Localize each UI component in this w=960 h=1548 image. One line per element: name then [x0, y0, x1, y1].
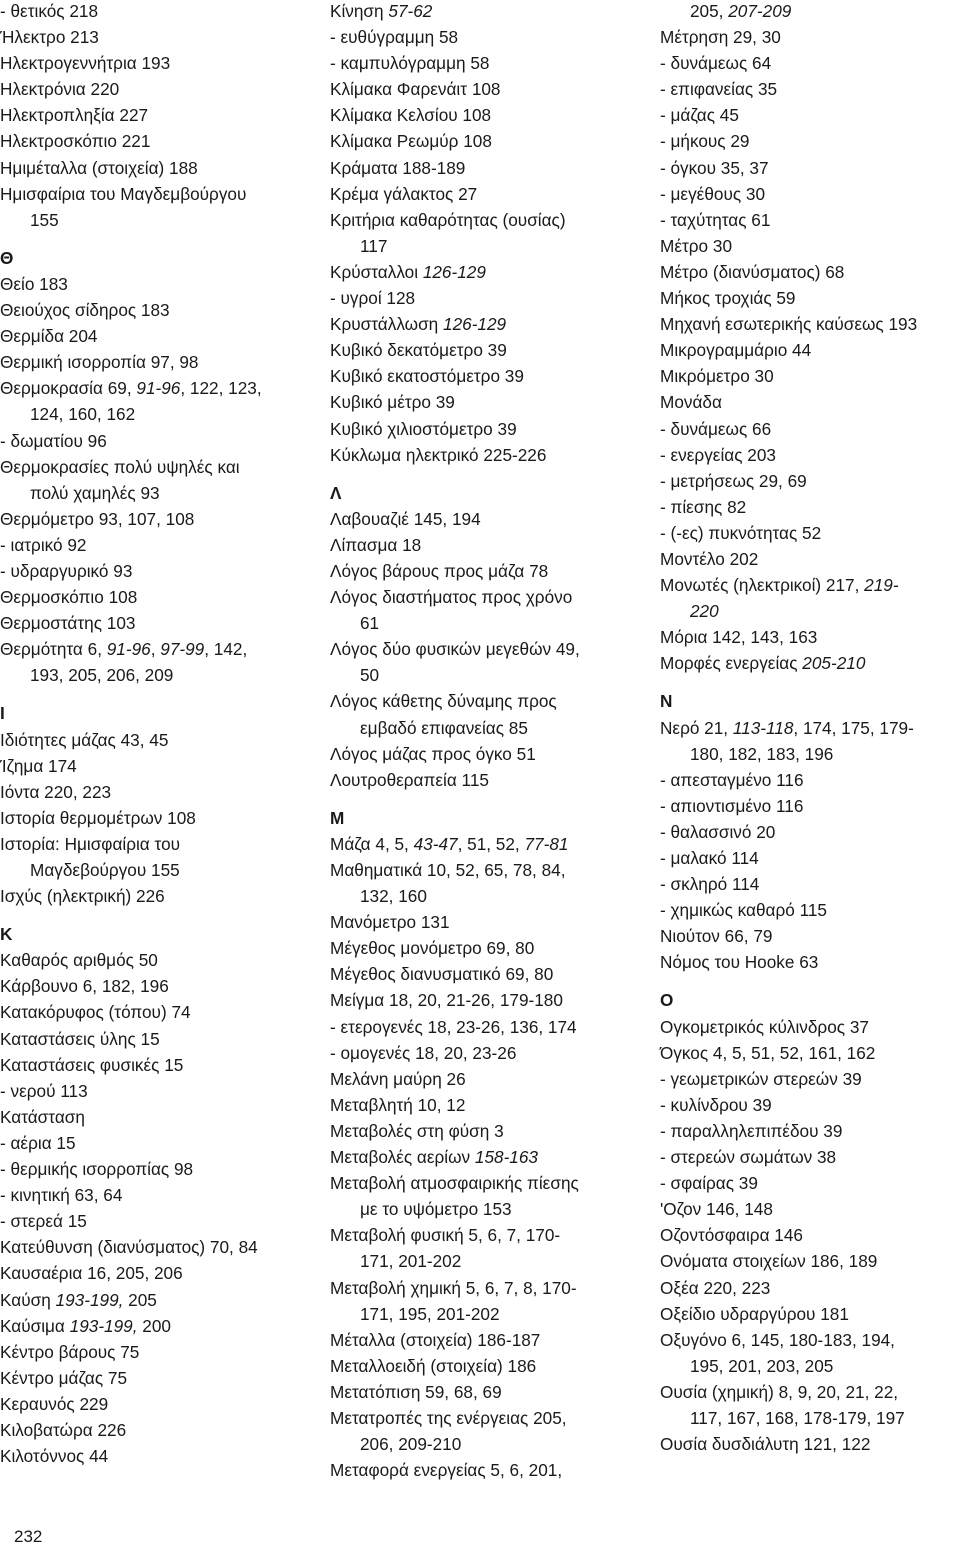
- index-entry: Μεταβολή ατμοσφαιρικής πίεσης: [330, 1173, 579, 1194]
- index-entry: Ίζημα 174: [0, 755, 77, 776]
- index-entry: Θερμίδα 204: [0, 326, 98, 347]
- index-entry: 124, 160, 162: [30, 404, 136, 425]
- index-entry: 205, 207-209: [690, 1, 792, 21]
- index-entry: - χημικώς καθαρό 115: [660, 900, 827, 921]
- index-entry: Θερμοκρασίες πολύ υψηλές και: [0, 456, 240, 477]
- index-entry: - παραλληλεπιπέδου 39: [660, 1120, 843, 1141]
- index-entry: Μεταβολές αερίων 158-163: [330, 1147, 538, 1168]
- index-entry: με το υψόμετρο 153: [360, 1199, 512, 1220]
- index-entry: - ομογενές 18, 20, 23-26: [330, 1042, 517, 1063]
- index-entry: Μέτρο 30: [660, 235, 732, 256]
- index-entry: Οξυγόνο 6, 145, 180-183, 194,: [660, 1329, 895, 1350]
- index-entry: - μετρήσεως 29, 69: [660, 470, 807, 491]
- index-entry: Κλίμακα Φαρενάιτ 108: [330, 79, 501, 100]
- index-entry: Κράματα 188-189: [330, 157, 466, 178]
- index-entry: - μεγέθους 30: [660, 183, 766, 204]
- index-entry: Μείγμα 18, 20, 21-26, 179-180: [330, 990, 563, 1011]
- index-entry: - πίεσης 82: [660, 496, 747, 517]
- index-entry: Καύση 193-199, 205: [0, 1289, 157, 1310]
- index-entry: Κρυστάλλωση 126-129: [330, 314, 507, 335]
- index-entry: Μεταβολές στη φύση 3: [330, 1120, 504, 1141]
- index-entry: Λόγος κάθετης δύναμης προς: [330, 691, 557, 712]
- index-entry: - κινητική 63, 64: [0, 1185, 123, 1206]
- index-entry: Νόμος του Hooke 63: [660, 952, 819, 973]
- index-entry: - ενεργείας 203: [660, 444, 776, 465]
- index-entry: Καυσαέρια 16, 205, 206: [0, 1263, 183, 1284]
- index-entry: Μαγδεβούργου 155: [30, 860, 180, 880]
- index-entry: Λόγος βάρους προς μάζα 78: [330, 560, 549, 581]
- index-entry: - σφαίρας 39: [660, 1173, 758, 1194]
- index-entry: Μάζα 4, 5, 43-47, 51, 52, 77-81: [330, 833, 569, 854]
- index-entry: Κίνηση 57-62: [330, 1, 433, 21]
- index-entry: Θερμική ισορροπία 97, 98: [0, 352, 199, 373]
- index-entry: Μεταλλοειδή (στοιχεία) 186: [330, 1355, 537, 1376]
- index-entry: Μέγεθος διανυσματικό 69, 80: [330, 964, 554, 985]
- index-entry: - καμπυλόγραμμη 58: [330, 53, 490, 74]
- index-entry: Μέγεθος μονόμετρο 69, 80: [330, 938, 535, 959]
- index-entry: Κέντρο βάρους 75: [0, 1341, 140, 1362]
- index-entry: Κάρβουνο 6, 182, 196: [0, 976, 169, 997]
- index-entry: Καθαρός αριθμός 50: [0, 950, 158, 971]
- index-entry: - δυνάμεως 66: [660, 418, 772, 439]
- index-entry: - (-ες) πυκνότητας 52: [660, 522, 822, 543]
- index-entry: Καύσιμα 193-199, 200: [0, 1315, 171, 1336]
- index-entry: - θετικός 218: [0, 1, 99, 21]
- index-entry: Μονωτές (ηλεκτρικοί) 217, 219-: [660, 575, 899, 596]
- index-entry: 171, 195, 201-202: [360, 1303, 500, 1324]
- index-entry: Κριτήρια καθαρότητας (ουσίας): [330, 209, 566, 230]
- index-entry: - ετερογενές 18, 23-26, 136, 174: [330, 1016, 577, 1037]
- index-entry: Κυβικό μέτρο 39: [330, 392, 455, 413]
- index-entry: Μορφές ενεργείας 205-210: [660, 653, 866, 674]
- index-entry: 206, 209-210: [360, 1434, 462, 1455]
- index-entry: - στερεών σωμάτων 38: [660, 1147, 837, 1168]
- index-entry: Ογκομετρικός κύλινδρος 37: [660, 1016, 869, 1037]
- index-entry: Θερμοστάτης 103: [0, 613, 136, 634]
- index-entry: Κεραυνός 229: [0, 1393, 109, 1414]
- index-entry: Θερμοσκόπιο 108: [0, 587, 138, 608]
- index-entry: Ηλεκτροπληξία 227: [0, 105, 149, 126]
- index-column-2: [330, 0, 652, 1485]
- index-entry: Κέντρο μάζας 75: [0, 1367, 128, 1388]
- index-entry: - ευθύγραμμη 58: [330, 27, 459, 48]
- index-entry: - δυνάμεως 64: [660, 53, 772, 74]
- index-entry: Ημισφαίρια του Μαγδεμβούργου: [0, 183, 247, 204]
- index-entry: Νιούτον 66, 79: [660, 926, 773, 947]
- index-entry: - νερού 113: [0, 1080, 88, 1101]
- index-entry: - σκληρό 114: [660, 874, 760, 895]
- index-entry: Λαβουαζιέ 145, 194: [330, 508, 481, 529]
- index-entry: πολύ χαμηλές 93: [30, 482, 160, 503]
- index-entry: - όγκου 35, 37: [660, 157, 769, 178]
- index-entry: Μηχανή εσωτερικής καύσεως 193: [660, 314, 918, 335]
- index-entry: Λόγος μάζας προς όγκο 51: [330, 743, 536, 764]
- index-entry: Όγκος 4, 5, 51, 52, 161, 162: [660, 1042, 876, 1063]
- index-entry: Μεταφορά ενεργείας 5, 6, 201,: [330, 1460, 563, 1481]
- index-entry: Μέτρο (διανύσματος) 68: [660, 261, 845, 282]
- index-entry: Μελάνη μαύρη 26: [330, 1068, 466, 1089]
- section-letter-heading: Ι: [0, 703, 5, 724]
- index-entry: Οξέα 220, 223: [660, 1277, 771, 1298]
- index-entry: Ουσία δυσδιάλυτη 121, 122: [660, 1434, 871, 1455]
- index-entry: Μονάδα: [660, 392, 722, 413]
- index-entry: Κλίμακα Ρεωμύρ 108: [330, 131, 492, 152]
- index-entry: Μεταβολή χημική 5, 6, 7, 8, 170-: [330, 1277, 577, 1298]
- index-entry: Μεταβολή φυσική 5, 6, 7, 170-: [330, 1225, 561, 1246]
- index-entry: Μέτρηση 29, 30: [660, 27, 781, 48]
- index-entry: Κυβικό χιλιοστόμετρο 39: [330, 418, 517, 439]
- index-entry: - επιφανείας 35: [660, 79, 778, 100]
- index-entry: Ισχύς (ηλεκτρική) 226: [0, 886, 165, 907]
- index-entry: - απιοντισμένο 116: [660, 795, 804, 816]
- section-letter-heading: Λ: [330, 482, 342, 503]
- index-entry: Θερμότητα 6, 91-96, 97-99, 142,: [0, 639, 248, 660]
- index-entry: Μαθηματικά 10, 52, 65, 78, 84,: [330, 860, 566, 880]
- index-entry: Κατάσταση: [0, 1106, 85, 1127]
- index-entry: 50: [360, 665, 380, 686]
- index-entry: 132, 160: [360, 886, 427, 907]
- index-entry: Μετατροπές της ενέργειας 205,: [330, 1407, 567, 1428]
- index-entry: 195, 201, 203, 205: [690, 1355, 834, 1376]
- index-entry: - μαλακό 114: [660, 848, 759, 868]
- index-entry: Κλίμακα Κελσίου 108: [330, 105, 492, 126]
- index-entry: - απεσταγμένο 116: [660, 769, 804, 790]
- index-entry: Ουσία (χημική) 8, 9, 20, 21, 22,: [660, 1381, 899, 1402]
- index-entry: 117, 167, 168, 178-179, 197: [690, 1407, 905, 1428]
- index-entry: Κρύσταλλοι 126-129: [330, 261, 486, 282]
- index-entry: Ιστορία θερμομέτρων 108: [0, 807, 196, 828]
- index-entry: Κυβικό δεκατόμετρο 39: [330, 340, 507, 361]
- index-entry: - γεωμετρικών στερεών 39: [660, 1068, 862, 1089]
- index-entry: - στερεά 15: [0, 1211, 87, 1232]
- index-entry: Λόγος διαστήματος προς χρόνο: [330, 587, 573, 608]
- index-entry: 155: [30, 209, 59, 230]
- index-entry: Μετατόπιση 59, 68, 69: [330, 1381, 502, 1402]
- index-entry: Λίπασμα 18: [330, 534, 422, 555]
- index-entry: Ιδιότητες μάζας 43, 45: [0, 729, 169, 750]
- index-entry: Μικρόμετρο 30: [660, 366, 774, 387]
- index-entry: Λόγος δύο φυσικών μεγεθών 49,: [330, 639, 580, 660]
- index-entry: 220: [690, 601, 719, 622]
- index-entry: Μανόμετρο 131: [330, 912, 450, 933]
- index-entry: Θειούχος σίδηρος 183: [0, 300, 170, 321]
- index-entry: Μόρια 142, 143, 163: [660, 627, 818, 648]
- index-entry: - υδραργυρικό 93: [0, 560, 133, 581]
- index-entry: Οζοντόσφαιρα 146: [660, 1225, 803, 1246]
- index-entry: Κιλοβατώρα 226: [0, 1419, 127, 1440]
- index-entry: 117: [360, 235, 388, 256]
- index-entry: - υγροί 128: [330, 288, 416, 309]
- index-entry: Λουτροθεραπεία 115: [330, 769, 489, 790]
- index-entry: Μεταβλητή 10, 12: [330, 1094, 466, 1115]
- index-entry: Ηλεκτρόνια 220: [0, 79, 120, 100]
- index-entry: Κατακόρυφος (τόπου) 74: [0, 1002, 191, 1023]
- index-entry: Νερό 21, 113-118, 174, 175, 179-: [660, 717, 914, 738]
- index-entry: 180, 182, 183, 196: [690, 743, 834, 764]
- index-entry: - μάζας 45: [660, 105, 739, 126]
- section-letter-heading: Θ: [0, 247, 14, 268]
- index-entry: Ηλεκτροσκόπιο 221: [0, 131, 151, 152]
- index-entry: 'Οζον 146, 148: [660, 1199, 773, 1220]
- index-entry: Ιόντα 220, 223: [0, 781, 112, 802]
- index-entry: Ήλεκτρο 213: [0, 27, 99, 48]
- section-letter-heading: Κ: [0, 924, 13, 945]
- index-entry: - ταχύτητας 61: [660, 209, 771, 230]
- index-entry: 193, 205, 206, 209: [30, 665, 174, 686]
- index-entry: Θερμοκρασία 69, 91-96, 122, 123,: [0, 378, 262, 399]
- index-entry: Θείο 183: [0, 273, 68, 294]
- index-entry: Κρέμα γάλακτος 27: [330, 183, 478, 204]
- index-entry: Κατεύθυνση (διανύσματος) 70, 84: [0, 1237, 258, 1258]
- index-entry: Μέταλλα (στοιχεία) 186-187: [330, 1329, 541, 1350]
- index-entry: Μήκος τροχιάς 59: [660, 288, 796, 309]
- index-entry: Μικρογραμμάριο 44: [660, 340, 812, 361]
- index-entry: εμβαδό επιφανείας 85: [360, 717, 528, 738]
- index-entry: Ιστορία: Ημισφαίρια του: [0, 833, 181, 854]
- section-letter-heading: Ο: [660, 990, 674, 1011]
- index-entry: Κιλοτόννος 44: [0, 1446, 109, 1467]
- index-entry: Ονόματα στοιχείων 186, 189: [660, 1251, 878, 1272]
- index-entry: Ημιμέταλλα (στοιχεία) 188: [0, 157, 198, 178]
- index-entry: - θερμικής ισορροπίας 98: [0, 1159, 194, 1180]
- section-letter-heading: Ν: [660, 691, 673, 712]
- index-entry: 61: [360, 613, 380, 634]
- page-number: 232: [14, 1527, 43, 1546]
- index-entry: 171, 201-202: [360, 1251, 462, 1272]
- index-entry: - ιατρικό 92: [0, 534, 87, 555]
- index-entry: Θερμόμετρο 93, 107, 108: [0, 508, 195, 529]
- index-column-3: [660, 0, 960, 1459]
- index-entry: - μήκους 29: [660, 131, 750, 152]
- index-entry: Κυβικό εκατοστόμετρο 39: [330, 366, 524, 387]
- index-entry: Ηλεκτρογεννήτρια 193: [0, 53, 171, 74]
- index-entry: Κύκλωμα ηλεκτρικό 225-226: [330, 444, 547, 465]
- index-entry: - δωματίου 96: [0, 430, 107, 451]
- index-entry: - κυλίνδρου 39: [660, 1094, 772, 1115]
- index-entry: - αέρια 15: [0, 1132, 76, 1153]
- index-column-1: [0, 0, 322, 1471]
- index-entry: Καταστάσεις φυσικές 15: [0, 1054, 184, 1075]
- index-entry: Οξείδιο υδραργύρου 181: [660, 1303, 849, 1324]
- index-entry: Καταστάσεις ύλης 15: [0, 1028, 160, 1049]
- index-entry: - θαλασσινό 20: [660, 821, 776, 842]
- section-letter-heading: Μ: [330, 807, 345, 828]
- index-entry: Μοντέλο 202: [660, 548, 759, 569]
